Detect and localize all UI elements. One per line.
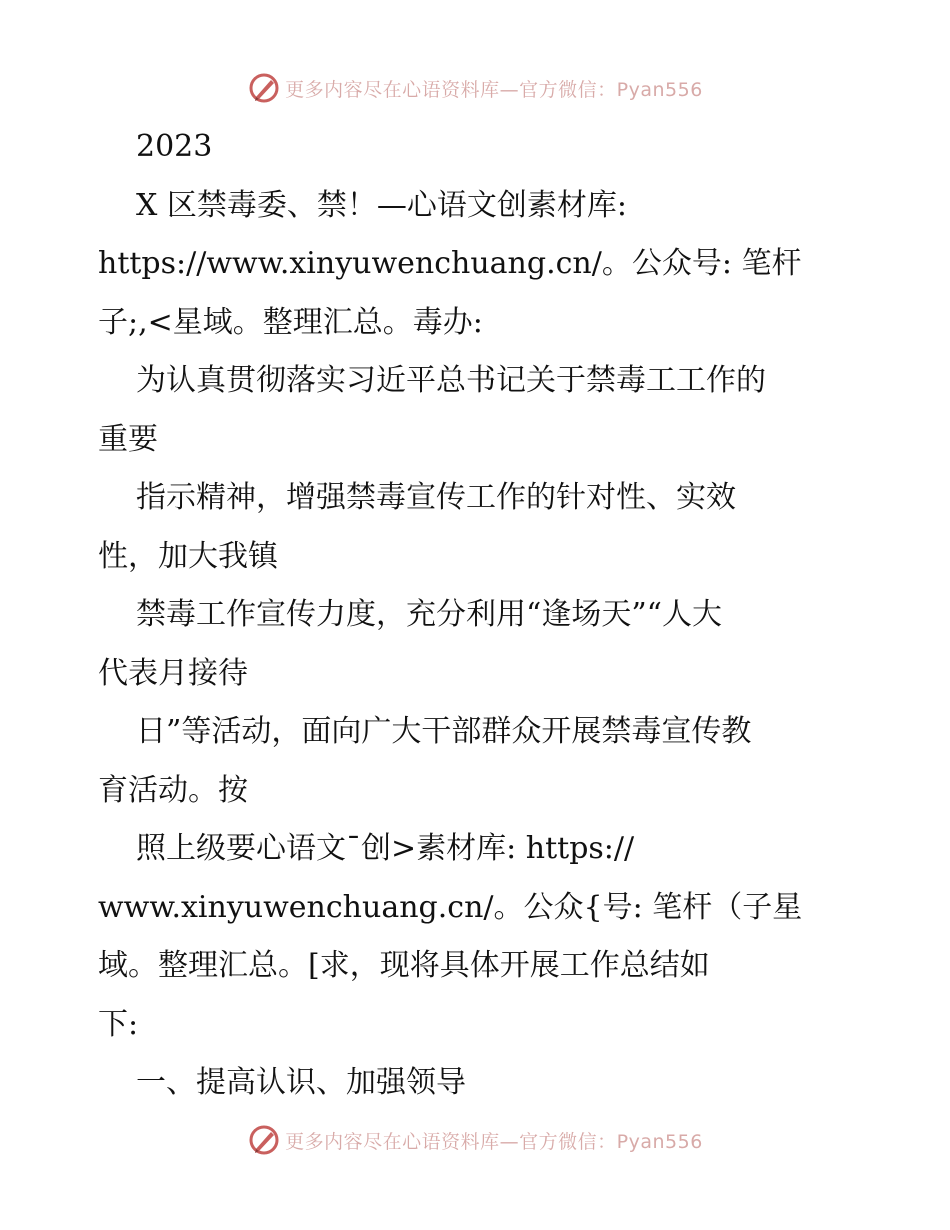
doc-line: 域。整理汇总。[求，现将具体开展工作总结如 xyxy=(98,948,710,983)
doc-line: 重要 xyxy=(98,421,158,457)
doc-line: 禁毒工作宣传力度，充分利用“逢场天”“人大 xyxy=(136,597,723,632)
doc-line: X 区禁毒委、禁！—心语文创素材库: xyxy=(136,187,628,223)
section-heading: 一、提高认识、加强领导 xyxy=(136,1065,466,1100)
doc-line: 子;,<星域。整理汇总。毒办: xyxy=(98,304,483,340)
doc-line: 照上级要心语文¯创>素材库: https:// xyxy=(136,831,635,866)
header-watermark-text: 更多内容尽在心语资料库—官方微信：Pyan556 xyxy=(285,78,703,101)
doc-line: https://www.xinyuwenchuang.cn/。公众号: 笔杆 xyxy=(98,246,802,281)
doc-line: 性，加大我镇 xyxy=(98,538,278,574)
doc-line: 日”等活动，面向广大干部群众开展禁毒宣传教 xyxy=(136,714,752,749)
pen-logo-icon xyxy=(247,71,281,105)
doc-line: www.xinyuwenchuang.cn/。公众{号: 笔杆（子星 xyxy=(98,889,803,925)
pen-logo-icon xyxy=(247,1123,281,1157)
header-watermark xyxy=(0,68,950,108)
footer-watermark xyxy=(0,1120,950,1160)
doc-line: 代表月接待 xyxy=(98,655,248,691)
doc-line: 指示精神，增强禁毒宣传工作的针对性、实效 xyxy=(136,480,736,515)
doc-line: 2023 xyxy=(136,129,213,164)
doc-line: 为认真贯彻落实习近平总书记关于禁毒工工作的 xyxy=(136,363,766,398)
footer-watermark-text: 更多内容尽在心语资料库—官方微信：Pyan556 xyxy=(285,1130,703,1153)
doc-line: 育活动。按 xyxy=(98,772,248,808)
doc-line: 下: xyxy=(98,1006,139,1042)
document-body xyxy=(98,118,858,1113)
